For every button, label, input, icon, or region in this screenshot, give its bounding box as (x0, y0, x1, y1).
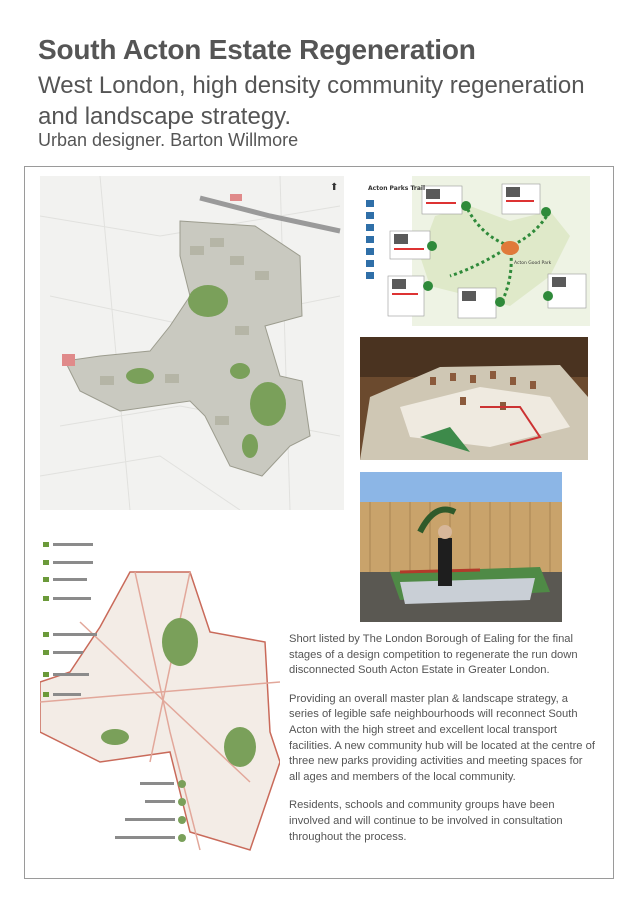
description-paragraph: Short listed by The London Borough of Ealing for the final stages of a design competition to regenerate the run down disconnected South Acton Estate in Greater London. (289, 633, 578, 677)
svg-text:⬆: ⬆ (330, 182, 339, 193)
trail-map-title: Acton Parks Trail (368, 185, 425, 192)
description-paragraph: Residents, schools and community groups have been involved and will continue to be involved in consultation throughout the process. (289, 799, 563, 843)
project-description (289, 632, 595, 858)
model-photo (360, 337, 588, 460)
trail-park-label: Acton Good Park (514, 261, 552, 266)
parks-trail-map (360, 176, 590, 326)
masterplan-image (40, 176, 344, 510)
page-subtitle: West London, high density community regeneration and landscape strategy. (38, 72, 585, 130)
page-title: South Acton Estate Regeneration (38, 34, 476, 65)
consultation-photo (360, 472, 562, 622)
landscape-strategy-plan (40, 532, 280, 852)
description-paragraph: Providing an overall master plan & landscape strategy, a series of legible safe neighbourhoods will reconnect South Acton with the high street and excellent local transport facilities. A new community hub will be located at the centre of three new parks providing activities and meeting spaces for all ages and members of the local community. (289, 692, 595, 783)
credit-line: Urban designer. Barton Willmore (38, 130, 299, 150)
